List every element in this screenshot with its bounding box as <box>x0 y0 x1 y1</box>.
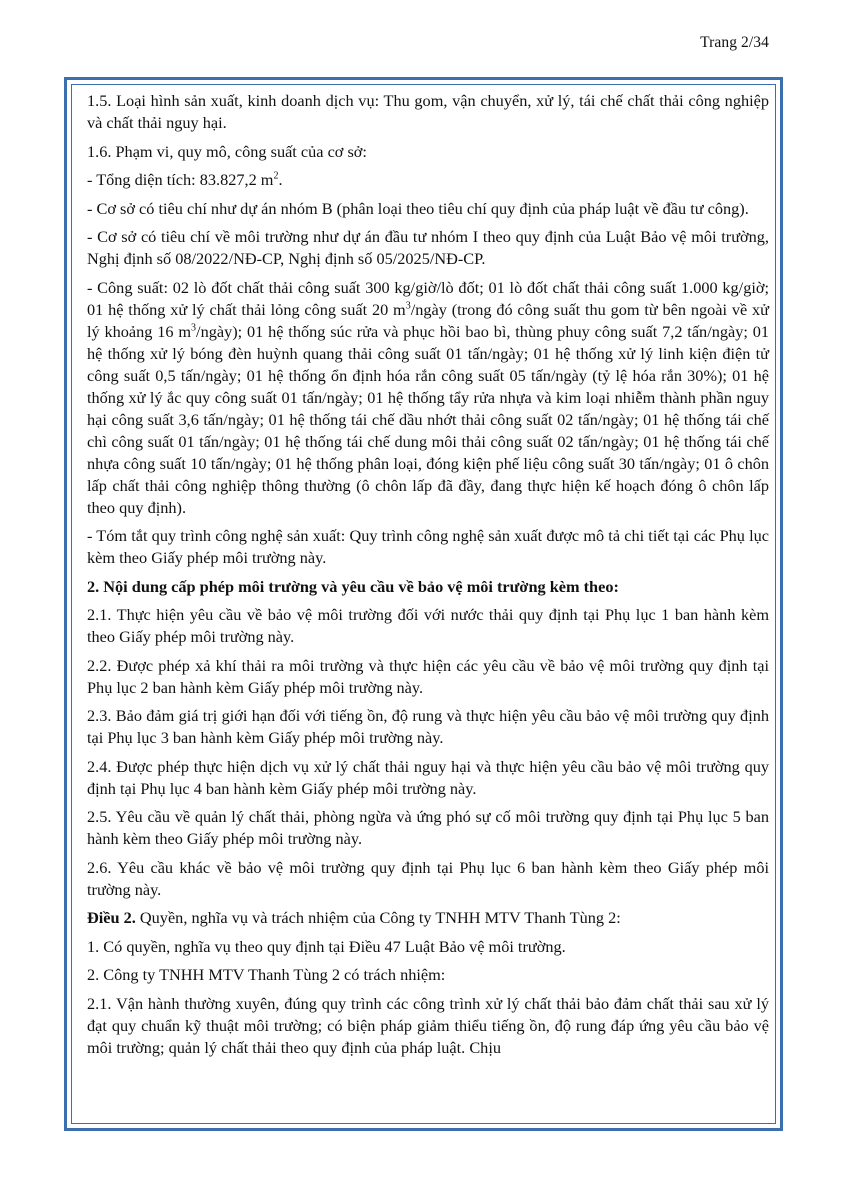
page-number: Trang 2/34 <box>700 34 769 51</box>
paragraph-2-3: 2.3. Bảo đảm giá trị giới hạn đối với tiếng ồn, độ rung và thực hiện yêu cầu bảo vệ môi trường quy định tại Phụ lục 3 ban hành kèm Giấy phép môi trường này. <box>87 706 769 747</box>
article-2-item-2-1: 2.1. Vận hành thường xuyên, đúng quy trình các công trình xử lý chất thải bảo đảm chất thải sau xử lý đạt quy chuẩn kỹ thuật môi trường; có biện pháp giảm thiểu tiếng ồn, độ rung đáp ứng yêu cầu bảo vệ môi trường; quản lý chất thải theo quy định của pháp luật. Chịu <box>87 993 769 1057</box>
paragraph-2-2: 2.2. Được phép xả khí thải ra môi trường và thực hiện các yêu cầu về bảo vệ môi trường quy định tại Phụ lục 2 ban hành kèm Giấy phép môi trường này. <box>87 655 769 697</box>
article-2-item-2: 2. Công ty TNHH MTV Thanh Tùng 2 có trách nhiệm: <box>87 965 446 984</box>
capacity-text-a: - Công suất: 02 lò đốt chất thải công suất 300 kg/giờ/lò đốt; 01 lò đốt chất thải công suất 1.000 kg/giờ; 01 hệ thống xử lý chất thải lỏng công suất 20 m <box>87 277 769 319</box>
paragraph-group-b: - Cơ sở có tiêu chí như dự án nhóm B (phân loại theo tiêu chí quy định của pháp luật về đầu tư công). <box>87 198 749 218</box>
section-2-heading-text: 2. Nội dung cấp phép môi trường và yêu cầu về bảo vệ môi trường kèm theo: <box>87 576 619 596</box>
paragraph-1-6: 1.6. Phạm vi, quy mô, công suất của cơ sở: <box>87 141 367 161</box>
paragraph-1-5: 1.5. Loại hình sản xuất, kinh doanh dịch vụ: Thu gom, vận chuyển, xử lý, tái chế chất thải công nghiệp và chất thải nguy hại. <box>87 91 769 132</box>
paragraph-2-1: 2.1. Thực hiện yêu cầu về bảo vệ môi trường đối với nước thải quy định tại Phụ lục 1 ban hành kèm theo Giấy phép môi trường này. <box>87 605 769 646</box>
area-suffix: . <box>278 170 283 189</box>
paragraph-group-i: - Cơ sở có tiêu chí về môi trường như dự án đầu tư nhóm I theo quy định của Luật Bảo vệ môi trường, Nghị định số 08/2022/NĐ-CP, Nghị định số 05/2025/NĐ-CP. <box>87 227 769 268</box>
paragraph-2-6: 2.6. Yêu cầu khác về bảo vệ môi trường quy định tại Phụ lục 6 ban hành kèm theo Giấy phép môi trường này. <box>87 857 769 899</box>
article-2-item-1: 1. Có quyền, nghĩa vụ theo quy định tại Điều 47 Luật Bảo vệ môi trường. <box>87 936 566 956</box>
capacity-superscript-1: 3 <box>405 300 411 312</box>
paragraph-2-5: 2.5. Yêu cầu về quản lý chất thải, phòng ngừa và ứng phó sự cố môi trường quy định tại Phụ lục 5 ban hành kèm theo Giấy phép môi trường này. <box>87 807 769 848</box>
capacity-text-c: /ngày); 01 hệ thống súc rửa và phục hồi bao bì, thùng phuy công suất 7,2 tấn/ngày; 01 hệ thống xử lý bóng đèn huỳnh quang thải công suất 01 tấn/ngày; 01 hệ thống xử lý linh kiện điện tử công suất 0,5 tấn/ngày; 01 hệ thống ổn định hóa rắn công suất 05 tấn/ngày (tỷ lệ hóa rắn 30%); 01 hệ thống xử lý ắc quy công suất 01 tấn/ngày; 01 hệ thống tẩy rửa nhựa và kim loại nhiễm thành phần nguy hại công suất 3,6 tấn/ngày; 01 hệ thống tái chế dầu nhớt thải công suất 02 tấn/ngày; 01 hệ thống tái chế chì công suất 01 tấn/ngày; 01 hệ thống tái chế dung môi thải công suất 02 tấn/ngày; 01 hệ thống tái chế nhựa công suất 10 tấn/ngày; 01 hệ thống phân loại, đóng kiện phế liệu công suất 30 tấn/ngày; 01 ô chôn lấp chất thải công nghiệp thông thường (ô chôn lấp đã đầy, đang thực hiện kế hoạch đóng ô chôn lấp theo quy định). <box>87 321 770 517</box>
section-2-heading <box>87 576 769 598</box>
area-superscript: 2 <box>273 170 279 182</box>
paragraph-2-4: 2.4. Được phép thực hiện dịch vụ xử lý chất thải nguy hại và thực hiện yêu cầu bảo vệ môi trường quy định tại Phụ lục 4 ban hành kèm Giấy phép môi trường này. <box>87 756 769 798</box>
area-text: - Tổng diện tích: 83.827,2 m <box>87 170 274 189</box>
paragraph-process: - Tóm tắt quy trình công nghệ sản xuất: Quy trình công nghệ sản xuất được mô tả chi tiết tại các Phụ lục kèm theo Giấy phép môi trường này. <box>87 526 769 567</box>
paragraph-total-area <box>87 169 769 191</box>
article-2-title: Quyền, nghĩa vụ và trách nhiệm của Công ty TNHH MTV Thanh Tùng 2: <box>135 908 621 927</box>
capacity-superscript-2: 3 <box>191 322 197 334</box>
article-2-heading <box>87 907 769 929</box>
paragraph-capacity <box>87 277 769 519</box>
capacity-text-b: /ngày (trong đó công suất thu gom từ bên ngoài về xử lý khoảng 16 m <box>87 299 769 341</box>
document-body <box>87 90 769 1065</box>
article-2-label: Điều 2. <box>87 908 136 927</box>
